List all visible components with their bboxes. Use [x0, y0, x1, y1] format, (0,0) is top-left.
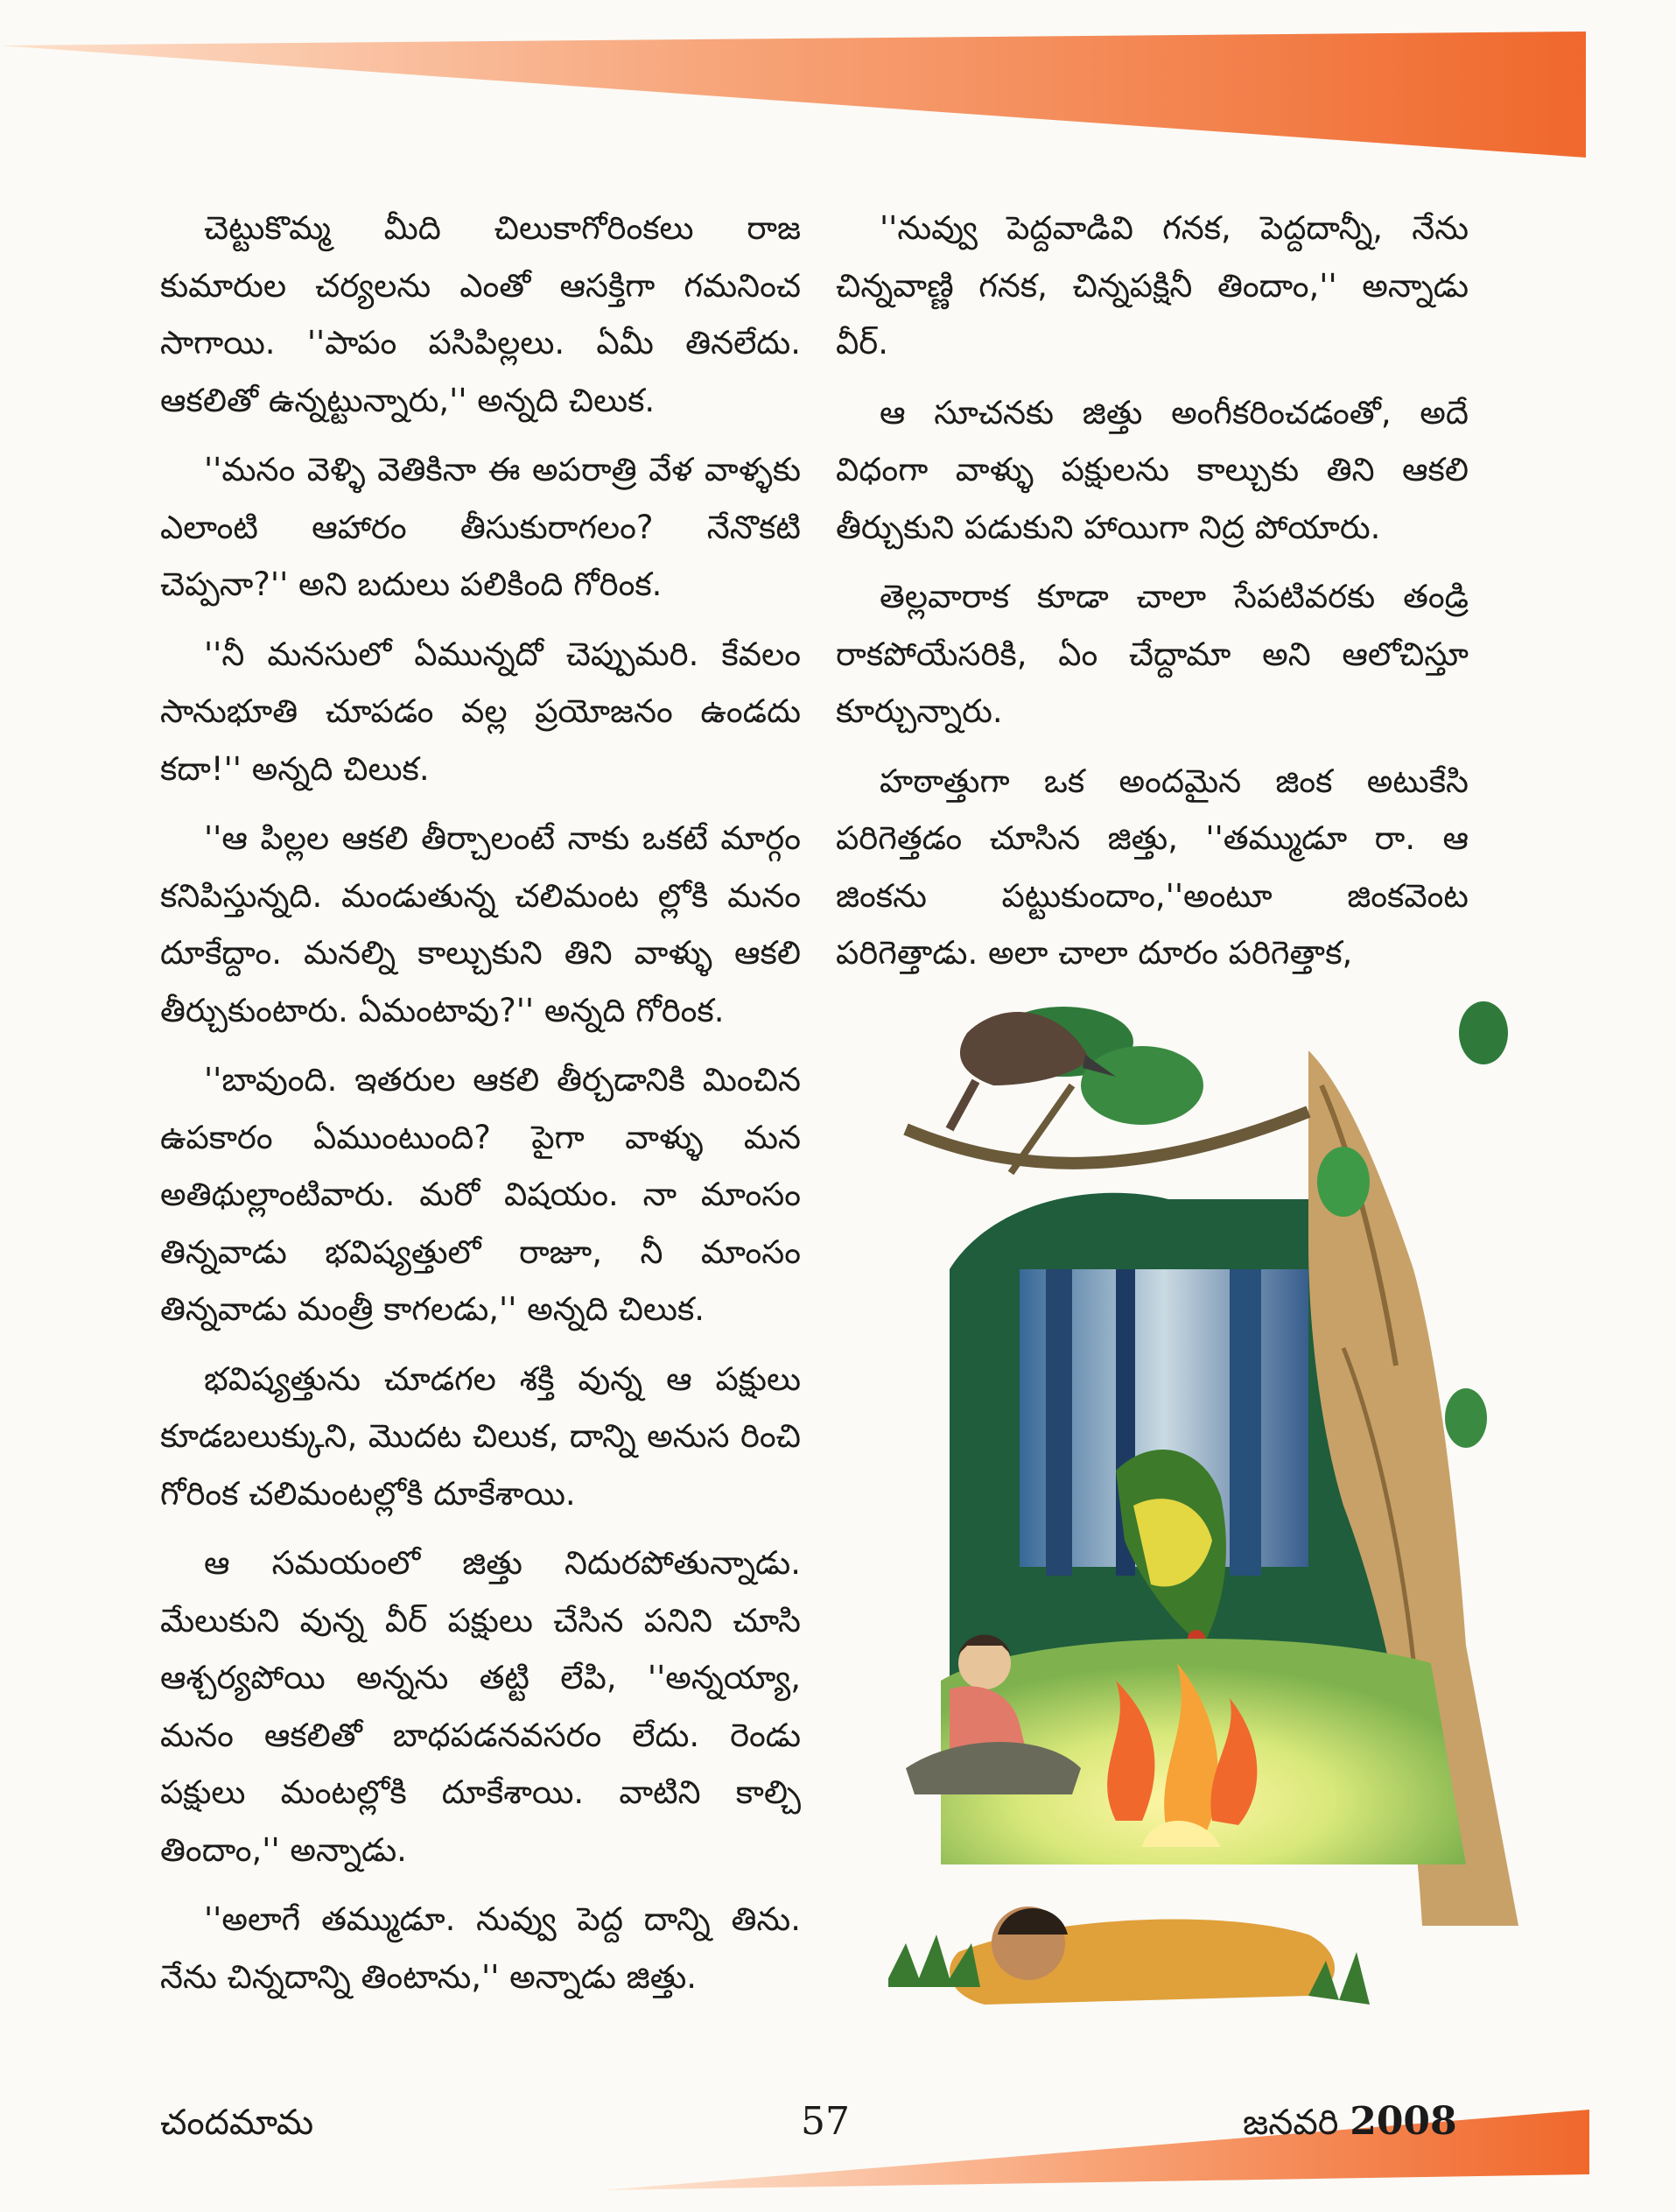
issue-year: 2008 [1350, 2099, 1457, 2144]
paragraph: ''ఆ పిల్లల ఆకలి తీర్చాలంటే నాకు ఒకటే మార్గం కనిపిస్తున్నది. మండుతున్న చలిమంట ల్లోకి మనం దూకేద్దాం. మనల్ని కాల్చుకుని తిని వాళ్ళు ఆకలి తీర్చుకుంటారు. ఏమంటావు?'' అన్నది గోరింక. [160, 819, 801, 1029]
paragraph: హఠాత్తుగా ఒక అందమైన జింక అటుకేసి పరిగెత్తడం చూసిన జిత్తు, ''తమ్ముడూ రా. ఆ జింకను పట్టుకుందాం,''అంటూ జింకవెంట పరిగెత్తాడు. అలా చాలా దూరం పరిగెత్తాక, [836, 762, 1469, 972]
paragraph: ''నువ్వు పెద్దవాడివి గనక, పెద్దదాన్నీ, నేను చిన్నవాణ్ణి గనక, చిన్నపక్షినీ తిందాం,'' అన్నాడు వీర్. [836, 209, 1469, 362]
left-text-column [160, 200, 801, 2018]
top-decorative-band [0, 26, 1602, 166]
right-text-column [836, 200, 1469, 994]
paragraph: ''బావుంది. ఇతరుల ఆకలి తీర్చడానికి మించిన ఉపకారం ఏముంటుంది? పైగా వాళ్ళు మన అతిథుల్లాంటివారు. మరో విషయం. నా మాంసం తిన్నవాడు భవిష్యత్తులో రాజూ, నీ మాంసం తిన్నవాడు మంత్రీ కాగలడు,'' అన్నది చిలుక. [160, 1061, 801, 1328]
paragraph: ''అలాగే తమ్ముడూ. నువ్వు పెద్ద దాన్ని తిను. నేను చిన్నదాన్ని తింటాను,'' అన్నాడు జిత్తు. [160, 1900, 801, 1996]
paragraph: ఆ సమయంలో జిత్తు నిదురపోతున్నాడు. మేలుకుని వున్న వీర్ పక్షులు చేసిన పనిని చూసి ఆశ్చర్యపోయి అన్నను తట్టి లేపి, ''అన్నయ్యా, మనం ఆకలితో బాధపడనవసరం లేదు. రెండు పక్షులు మంటల్లోకి దూకేశాయి. వాటిని కాల్చి తిందాం,'' అన్నాడు. [160, 1544, 801, 1869]
paragraph: ఆ సూచనకు జిత్తు అంగీకరించడంతో, అదే విధంగా వాళ్ళు పక్షులను కాల్చుకు తిని ఆకలి తీర్చుకుని పడుకుని హాయిగా నిద్ర పోయారు. [836, 393, 1469, 546]
issue-month: జనవరి [1243, 2103, 1339, 2143]
magazine-name: చందమామ [160, 2103, 314, 2143]
page-number: 57 [801, 2099, 850, 2144]
paragraph: ''మనం వెళ్ళి వెతికినా ఈ అపరాత్రి వేళ వాళ్ళకు ఎలాంటి ఆహారం తీసుకురాగలం? నేనొకటి చెప్పనా?'' అని బదులు పలికింది గోరింక. [160, 451, 801, 603]
paragraph: చెట్టుకొమ్మ మీది చిలుకాగోరింకలు రాజ కుమారుల చర్యలను ఎంతో ఆసక్తిగా గమనించ సాగాయి. ''పాపం పసిపిల్లలు. ఏమీ తినలేదు. ఆకలితో ఉన్నట్టున్నారు,'' అన్నది చిలుక. [160, 209, 801, 419]
paragraph: భవిష్యత్తును చూడగల శక్తి వున్న ఆ పక్షులు కూడబలుక్కుని, మొదట చిలుక, దాన్ని అనుస రించి గోరింక చలిమంటల్లోకి దూకేశాయి. [160, 1359, 801, 1513]
paragraph: ''నీ మనసులో ఏమున్నదో చెప్పుమరి. కేవలం సానుభూతి చూపడం వల్ల ప్రయోజనం ఉండదు కదా!'' అన్నది చిలుక. [160, 635, 801, 788]
story-illustration [853, 980, 1527, 2110]
paragraph: తెల్లవారాక కూడా చాలా సేపటివరకు తండ్రి రాకపోయేసరికి, ఏం చేద్దామా అని ఆలోచిస్తూ కూర్చున్నారు. [836, 578, 1469, 730]
issue-date [1243, 2099, 1457, 2152]
